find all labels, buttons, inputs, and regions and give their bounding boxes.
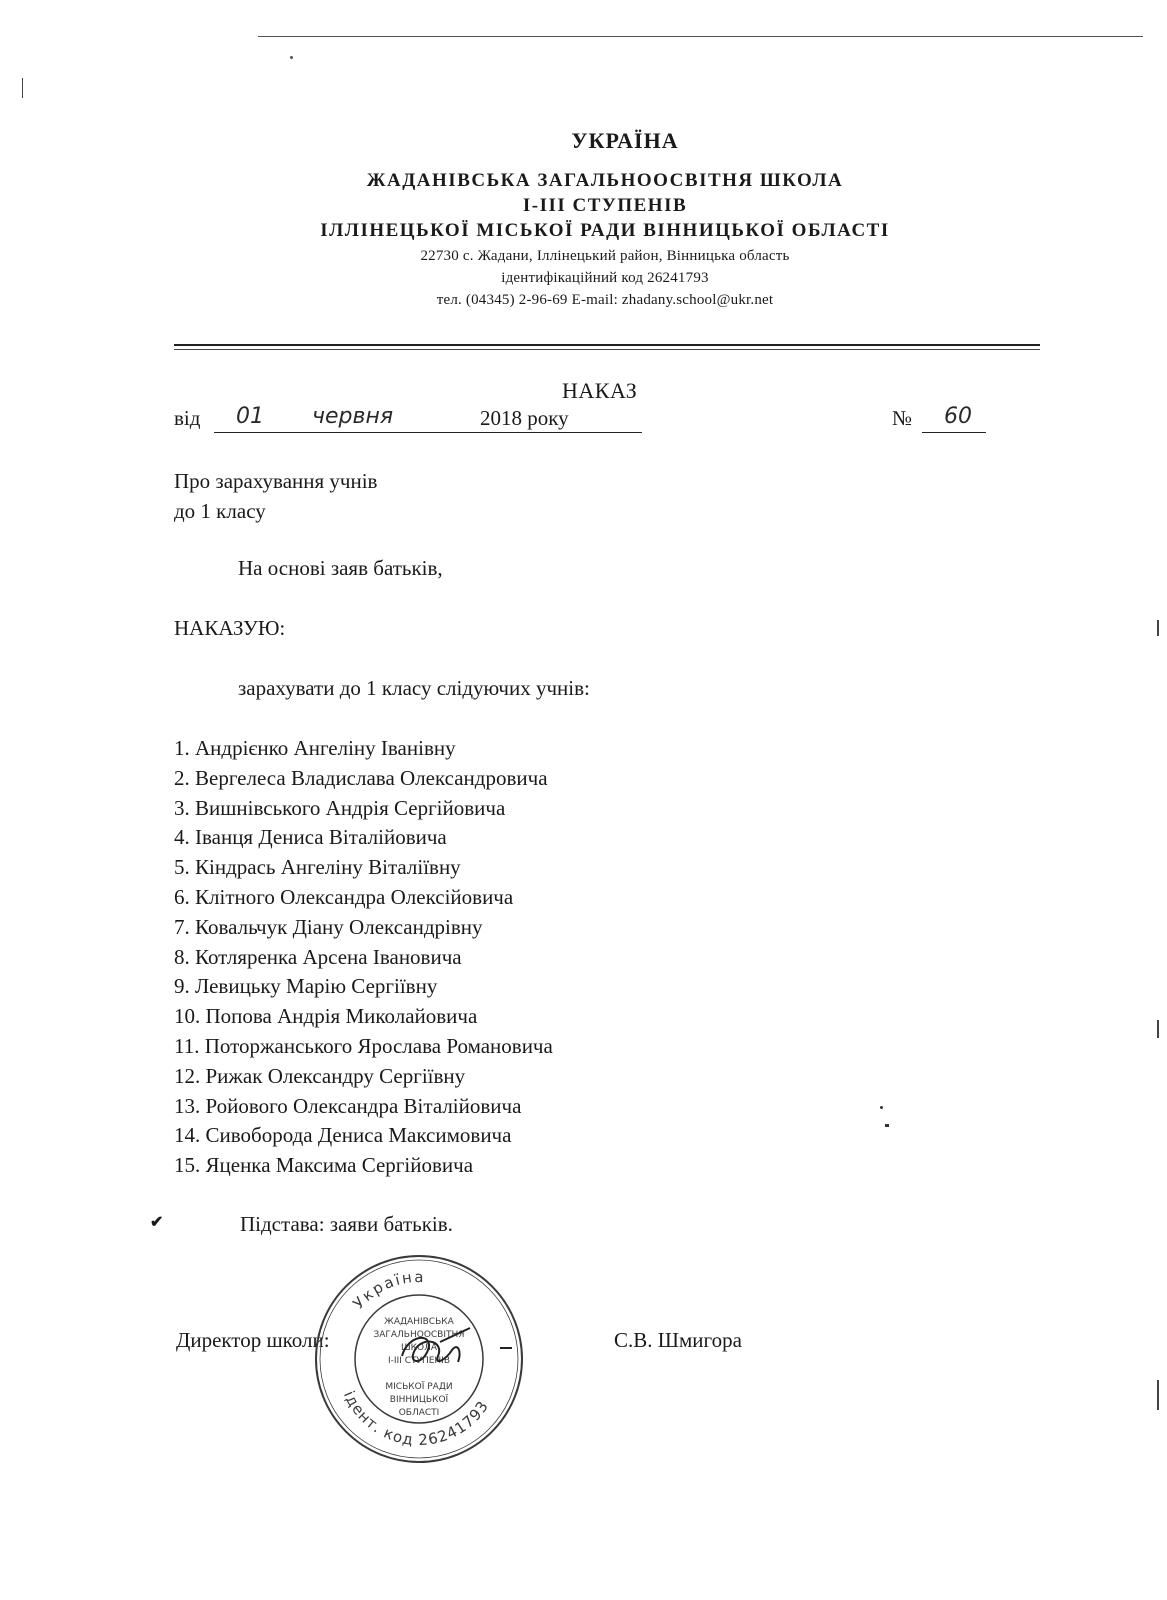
handwritten-day: 01 xyxy=(236,404,264,429)
list-item: 12. Рижак Олександру Сергіївну xyxy=(174,1063,466,1088)
margin-mark: ✔ xyxy=(150,1214,164,1231)
list-item: 11. Поторжанського Ярослава Романовича xyxy=(174,1033,553,1058)
list-item: 10. Попова Андрія Миколайовича xyxy=(174,1004,478,1029)
list-item: 8. Котляренка Арсена Івановича xyxy=(174,944,462,969)
svg-text:І-ІІІ СТУПЕНІВ: І-ІІІ СТУПЕНІВ xyxy=(387,1356,451,1366)
school-name-line: І-ІІІ СТУПЕНІВ xyxy=(522,195,688,216)
svg-text:ЖАДАНІВСЬКА: ЖАДАНІВСЬКА xyxy=(384,1317,454,1327)
number-label: № xyxy=(892,406,913,430)
scan-speck xyxy=(885,1124,889,1127)
subject-line: Про зарахування учнів xyxy=(174,469,378,493)
stamp-top-text: Україна xyxy=(349,1267,426,1313)
student-list xyxy=(174,734,553,1181)
list-item: 2. Вергелеса Владислава Олександровича xyxy=(174,765,548,790)
year-text: 2018 року xyxy=(480,406,569,430)
scan-edge-mark xyxy=(1157,620,1159,636)
svg-text:ВІННИЦЬКОЇ: ВІННИЦЬКОЇ xyxy=(389,1395,449,1405)
order-date-row xyxy=(174,406,1004,436)
school-name-line: ЖАДАНІВСЬКА ЗАГАЛЬНООСВІТНЯ ШКОЛА xyxy=(366,170,844,191)
scan-edge-mark xyxy=(1157,1020,1159,1038)
subject-line: до 1 класу xyxy=(174,499,266,523)
handwritten-number: 60 xyxy=(944,404,972,429)
svg-text:ШКОЛА: ШКОЛА xyxy=(400,1343,438,1353)
scan-speck xyxy=(880,1106,883,1109)
letterhead xyxy=(170,128,1040,311)
date-fill-line xyxy=(214,404,642,433)
list-item: 3. Вишнівського Андрія Сергійовича xyxy=(174,795,506,820)
list-item: 15. Яценка Максима Сергійовича xyxy=(174,1153,474,1178)
list-item: 14. Сивоборода Дениса Максимовича xyxy=(174,1123,512,1148)
list-item: 7. Ковальчук Діану Олександрівну xyxy=(174,914,483,939)
document-title: НАКАЗ xyxy=(562,378,638,403)
order-subject xyxy=(174,466,377,526)
list-item: 6. Клітного Олександра Олексійовича xyxy=(174,884,514,909)
svg-text:ОБЛАСТІ: ОБЛАСТІ xyxy=(398,1408,440,1418)
list-item: 4. Іванця Дениса Віталійовича xyxy=(174,825,447,850)
handwritten-month: червня xyxy=(312,404,394,429)
address-line: 22730 с. Жадани, Іллінецький район, Вінницька область xyxy=(420,248,790,264)
id-code-line: ідентифікаційний код 26241793 xyxy=(501,270,709,286)
signer-role: Директор школи: xyxy=(176,1328,330,1352)
basis-intro: На основі заяв батьків, xyxy=(238,556,443,580)
official-stamp xyxy=(312,1252,526,1466)
date-from-label: від xyxy=(174,406,201,430)
list-item: 9. Левицьку Марію Сергіївну xyxy=(174,974,438,999)
basis-statement: Підстава: заяви батьків. xyxy=(240,1212,453,1236)
list-item: 13. Ройового Олександра Віталійовича xyxy=(174,1093,522,1118)
signer-name: С.В. Шмигора xyxy=(614,1328,742,1352)
stamp-bottom-text: ідент. код 26241793 xyxy=(339,1388,493,1450)
svg-text:ЗАГАЛЬНООСВІТНЯ: ЗАГАЛЬНООСВІТНЯ xyxy=(373,1330,465,1340)
scan-speck xyxy=(290,56,293,59)
order-command: НАКАЗУЮ: xyxy=(174,616,286,640)
svg-text:МІСЬКОЇ РАДИ: МІСЬКОЇ РАДИ xyxy=(385,1382,453,1392)
letterhead-divider-thin xyxy=(174,349,1040,350)
contact-line: тел. (04345) 2-96-69 E-mail: zhadany.school@ukr.net xyxy=(436,292,774,308)
scan-edge-mark xyxy=(1157,1380,1159,1410)
scan-edge-line xyxy=(258,36,1143,37)
scan-edge-mark xyxy=(22,78,23,98)
school-name-line: ІЛЛІНЕЦЬКОЇ МІСЬКОЇ РАДИ ВІННИЦЬКОЇ ОБЛАСТІ xyxy=(320,220,890,241)
letterhead-divider xyxy=(174,344,1040,346)
list-item: 1. Андрієнко Ангеліну Іванівну xyxy=(174,736,456,760)
country-title: УКРАЇНА xyxy=(571,128,679,153)
number-fill-line xyxy=(922,404,986,433)
list-item: 5. Кіндрась Ангеліну Віталіївну xyxy=(174,855,461,880)
enroll-instruction: зарахувати до 1 класу слідуючих учнів: xyxy=(238,676,590,700)
stamp-center-text xyxy=(373,1317,464,1418)
